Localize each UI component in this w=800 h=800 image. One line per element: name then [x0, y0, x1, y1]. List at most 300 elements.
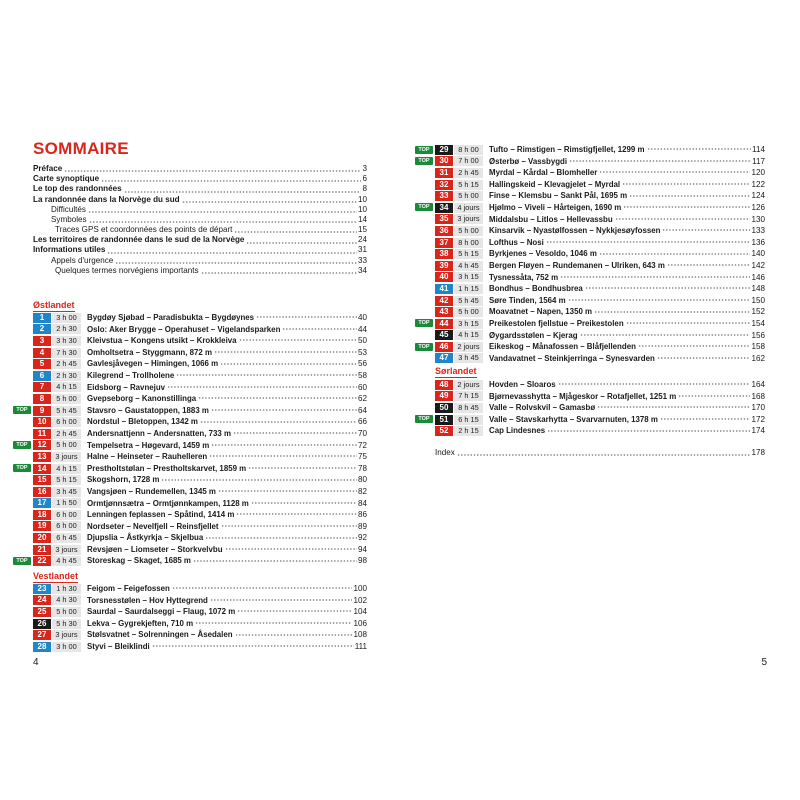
leader-dots	[221, 525, 357, 527]
hike-duration: 1 h 15	[454, 284, 483, 294]
region-heading-sorlandet: Sørlandet	[435, 366, 477, 376]
hike-page: 133	[751, 226, 765, 236]
top-badge: TOP	[13, 464, 31, 472]
hike-page: 82	[357, 486, 367, 496]
leader-dots	[657, 357, 751, 359]
leader-dots	[152, 645, 354, 647]
leader-dots	[214, 351, 357, 353]
hike-list-sorlandet	[418, 379, 765, 437]
hike-entry[interactable]	[435, 167, 765, 179]
hike-entry[interactable]	[33, 641, 367, 653]
hike-duration: 2 h 15	[454, 426, 483, 436]
hike-duration: 3 h 45	[52, 487, 81, 497]
hike-name: Saurdal – Saurdalseggi – Flaug, 1072 m	[87, 607, 236, 617]
hike-page: 56	[357, 359, 367, 369]
toc-entry-label: La randonnée dans la Norvège du sud	[33, 194, 180, 204]
leader-dots	[568, 299, 751, 301]
top-badge: TOP	[415, 415, 433, 423]
hike-duration: 6 h 00	[52, 510, 81, 520]
hike-name: Storeskag – Skaget, 1685 m	[87, 556, 191, 566]
hike-entry[interactable]	[16, 555, 367, 567]
hike-number-badge: 11	[33, 429, 51, 439]
leader-dots	[569, 160, 751, 162]
toc-entry[interactable]	[33, 256, 367, 266]
hike-entry[interactable]	[33, 416, 367, 428]
hike-name: Myrdal – Kårdal – Blomheller	[489, 168, 598, 178]
toc-entry[interactable]	[33, 164, 367, 174]
hike-entry[interactable]	[33, 382, 367, 394]
toc-entry-label: Index	[435, 447, 455, 457]
hike-number-badge: 25	[33, 607, 51, 617]
leader-dots	[629, 195, 750, 197]
hike-duration: 3 jours	[52, 545, 81, 555]
hike-duration: 5 h 45	[52, 406, 81, 416]
toc-entry[interactable]	[33, 215, 367, 225]
toc-entry-page: 15	[357, 225, 367, 235]
hike-number-badge: 37	[435, 238, 453, 248]
hike-number-badge: 26	[33, 619, 51, 629]
leader-dots	[560, 276, 750, 278]
hike-number-badge: 9	[33, 406, 51, 416]
hike-entry[interactable]	[435, 214, 765, 226]
hike-page: 72	[357, 440, 367, 450]
hike-page: 168	[751, 391, 765, 401]
hike-page: 80	[357, 475, 367, 485]
hike-name: Eikeskog – Månafossen – Blåfjellenden	[489, 342, 636, 352]
hike-name: Tempelsetra – Høgevard, 1459 m	[87, 440, 210, 450]
leader-dots	[580, 334, 751, 336]
hike-name: Torsnesstølen – Hov Hyttegrend	[87, 595, 208, 605]
hike-name: Hallingskeid – Klevagjelet – Myrdal	[489, 179, 621, 189]
hike-entry[interactable]	[435, 248, 765, 260]
hike-entry[interactable]	[435, 225, 765, 237]
top-badge: TOP	[13, 557, 31, 565]
leader-dots	[239, 339, 357, 341]
hike-number-badge: 43	[435, 307, 453, 317]
hike-name: Moavatnet – Napen, 1350 m	[489, 307, 593, 317]
hike-entry[interactable]	[418, 156, 765, 168]
leader-dots	[107, 252, 357, 254]
leader-dots	[623, 206, 750, 208]
toc-entry-page: 10	[357, 194, 367, 204]
hike-entry[interactable]	[33, 393, 367, 405]
hike-number-badge: 42	[435, 296, 453, 306]
hike-duration: 8 h 00	[454, 238, 483, 248]
hike-number-badge: 28	[33, 642, 51, 652]
hike-entry[interactable]	[33, 335, 367, 347]
leader-dots	[251, 502, 357, 504]
hike-entry[interactable]	[33, 474, 367, 486]
leader-dots	[246, 242, 357, 244]
leader-dots	[662, 229, 750, 231]
hike-duration: 4 h 15	[52, 464, 81, 474]
hike-name: Gavlesjåvegen – Himingen, 1066 m	[87, 359, 219, 369]
hike-entry[interactable]	[33, 358, 367, 370]
hike-entry[interactable]	[435, 237, 765, 249]
hike-number-badge: 21	[33, 545, 51, 555]
leader-dots	[210, 599, 353, 601]
leader-dots	[64, 170, 361, 172]
hike-number-badge: 51	[435, 415, 453, 425]
hike-number-badge: 49	[435, 391, 453, 401]
hike-entry[interactable]	[435, 295, 765, 307]
hike-entry[interactable]	[435, 391, 765, 403]
hike-duration: 4 h 30	[52, 595, 81, 605]
toc-entry-page: 34	[357, 265, 367, 275]
toc-entry-page: 6	[362, 174, 367, 184]
hike-page: 58	[357, 370, 367, 380]
leader-dots	[176, 374, 357, 376]
hike-duration: 7 h 00	[454, 156, 483, 166]
hike-name: Andersnattjenn – Andersnatten, 733 m	[87, 428, 231, 438]
hike-name: Middalsbu – Litlos – Hellevassbu	[489, 214, 613, 224]
hike-entry[interactable]	[435, 190, 765, 202]
hike-name: Ormtjønnsætra – Ormtjønnkampen, 1128 m	[87, 498, 249, 508]
hike-entry[interactable]	[435, 283, 765, 295]
hike-name: Prestholtstølan – Prestholtskarvet, 1859 m	[87, 463, 247, 473]
hike-entry[interactable]	[418, 414, 765, 426]
hike-entry[interactable]	[435, 425, 765, 437]
hike-duration: 4 h 45	[454, 261, 483, 271]
hike-duration: 4 jours	[454, 203, 483, 213]
top-badge: TOP	[13, 406, 31, 414]
hike-name: Bjørnevasshytta – Mjågeskor – Rotafjellet, 1251 m	[489, 391, 677, 401]
hike-duration: 2 jours	[454, 342, 483, 352]
hike-duration: 5 h 15	[52, 475, 81, 485]
hike-entry[interactable]	[418, 341, 765, 353]
hike-entry[interactable]	[33, 595, 367, 607]
hike-page: 94	[357, 544, 367, 554]
hike-duration: 3 jours	[52, 452, 81, 462]
hike-number-badge: 15	[33, 475, 51, 485]
hike-duration: 7 h 15	[454, 391, 483, 401]
toc-entry-page: 8	[362, 184, 367, 194]
hike-duration: 4 h 15	[52, 382, 81, 392]
hike-number-badge: 44	[435, 319, 453, 329]
leader-dots	[678, 395, 750, 397]
leader-dots	[115, 262, 357, 264]
hike-page: 92	[357, 533, 367, 543]
hike-page: 124	[751, 191, 765, 201]
hike-entry[interactable]	[33, 544, 367, 556]
leader-dots	[237, 610, 352, 612]
leader-dots	[209, 455, 357, 457]
hike-name: Tufto – Rimstigen – Rimstigfjellet, 1299 m	[489, 145, 645, 154]
toc-entry[interactable]	[33, 246, 367, 256]
hike-page: 136	[751, 237, 765, 247]
toc-entry[interactable]	[33, 266, 367, 276]
hike-entry[interactable]	[33, 509, 367, 521]
hike-entry[interactable]	[33, 486, 367, 498]
hike-entry[interactable]	[33, 428, 367, 440]
toc-entry-page: 31	[357, 245, 367, 255]
toc-entry[interactable]	[33, 174, 367, 184]
hike-name: Cap Lindesnes	[489, 426, 546, 436]
hike-name: Valle – Rolvskvil – Gamasbø	[489, 403, 596, 413]
hike-page: 70	[357, 428, 367, 438]
hike-entry[interactable]	[435, 353, 765, 365]
hike-number-badge: 19	[33, 521, 51, 531]
hike-duration: 2 h 30	[52, 371, 81, 381]
hike-name: Djupslia – Åstkyrkja – Skjelbua	[87, 533, 204, 543]
toc-entry[interactable]	[33, 205, 367, 215]
hike-page: 50	[357, 336, 367, 346]
hike-number-badge: 32	[435, 180, 453, 190]
hike-number-badge: 14	[33, 464, 51, 474]
right-page	[400, 0, 800, 800]
hike-entry[interactable]	[33, 606, 367, 618]
hike-name: Hjølmo – Viveli – Hårteigen, 1690 m	[489, 202, 622, 212]
top-badge: TOP	[415, 146, 433, 154]
hike-number-badge: 8	[33, 394, 51, 404]
hike-duration: 3 h 00	[52, 642, 81, 652]
toc-entry[interactable]	[33, 195, 367, 205]
toc-entry[interactable]	[33, 235, 367, 245]
hike-name: Lekva – Gygrekjeften, 710 m	[87, 618, 194, 628]
hike-list-vestlandet-cont	[418, 144, 765, 364]
hike-duration: 5 h 15	[454, 249, 483, 259]
hike-entry[interactable]	[33, 451, 367, 463]
hike-number-badge: 30	[435, 156, 453, 166]
hike-number-badge: 36	[435, 226, 453, 236]
hike-name: Oslo: Aker Brygge – Operahuset – Vigelandsparken	[87, 324, 281, 334]
hike-name: Feigom – Feigefossen	[87, 584, 170, 593]
hike-page: 53	[357, 347, 367, 357]
hike-name: Byrkjenes – Vesoldo, 1046 m	[489, 249, 597, 259]
top-badge: TOP	[415, 319, 433, 327]
hike-entry[interactable]	[435, 379, 765, 391]
toc-entry-label: Appels d'urgence	[51, 255, 114, 265]
top-badge: TOP	[415, 203, 433, 211]
hike-duration: 8 h 45	[454, 403, 483, 413]
hike-name: Styvi – Bleiklindi	[87, 641, 150, 651]
hike-page: 75	[357, 452, 367, 462]
leader-dots	[626, 322, 751, 324]
hike-number-badge: 12	[33, 440, 51, 450]
hike-entry[interactable]	[33, 324, 367, 336]
hike-number-badge: 24	[33, 595, 51, 605]
leader-dots	[282, 328, 357, 330]
hike-duration: 4 h 45	[52, 556, 81, 566]
hike-entry[interactable]	[33, 629, 367, 641]
leader-dots	[211, 409, 357, 411]
leader-dots	[667, 264, 751, 266]
hike-entry[interactable]	[33, 498, 367, 510]
leader-dots	[195, 622, 352, 624]
hike-entry[interactable]	[33, 532, 367, 544]
hike-page: 84	[357, 498, 367, 508]
toc-entry[interactable]	[33, 184, 367, 194]
leader-dots	[457, 454, 751, 456]
hike-entry[interactable]	[435, 179, 765, 191]
hike-page: 62	[357, 394, 367, 404]
hike-number-badge: 10	[33, 417, 51, 427]
toc-entry-label: Informations utiles	[33, 245, 106, 255]
leader-dots	[225, 548, 357, 550]
hike-number-badge: 39	[435, 261, 453, 271]
toc-entry-label: Les territoires de randonnée dans le sud de la Norvège	[33, 235, 245, 245]
leader-dots	[585, 287, 751, 289]
hike-duration: 1 h 30	[52, 584, 81, 594]
hike-number-badge: 35	[435, 214, 453, 224]
leader-dots	[558, 383, 751, 385]
hike-name: Tysnessåta, 752 m	[489, 272, 559, 282]
hike-name: Valle – Stavskarhytta – Svarvarnuten, 1378 m	[489, 414, 658, 424]
hike-duration: 7 h 30	[52, 348, 81, 358]
hike-page: 154	[751, 318, 765, 328]
hike-duration: 5 h 00	[52, 394, 81, 404]
page-number-right: 5	[761, 657, 767, 668]
leader-dots	[615, 218, 751, 220]
hike-entry[interactable]	[435, 402, 765, 414]
hike-list-vestlandet	[33, 583, 367, 653]
hike-name: Kinsarvik – Nyastølfossen – Nykkjesøyfossen	[489, 226, 661, 236]
hike-number-badge: 50	[435, 403, 453, 413]
hike-entry[interactable]	[435, 260, 765, 272]
hike-page: 40	[357, 313, 367, 322]
hike-page: 142	[751, 260, 765, 270]
leader-dots	[660, 418, 751, 420]
hike-name: Vandavatnet – Steinkjerringa – Synesvarden	[489, 353, 655, 363]
hike-name: Skogshorn, 1728 m	[87, 475, 160, 485]
hike-number-badge: 23	[33, 584, 51, 594]
hike-number-badge: 47	[435, 353, 453, 363]
toc-entry[interactable]	[33, 225, 367, 235]
toc-entry-index[interactable]	[435, 448, 765, 458]
hike-entry[interactable]	[418, 318, 765, 330]
leader-dots	[233, 432, 357, 434]
toc-entry-page: 24	[357, 235, 367, 245]
hike-duration: 6 h 15	[454, 415, 483, 425]
hike-page: 114	[752, 145, 765, 154]
page-number-left: 4	[33, 657, 39, 668]
leader-dots	[124, 191, 362, 193]
hike-name: Vangsjøen – Rundemellen, 1345 m	[87, 486, 216, 496]
leader-dots	[236, 513, 357, 515]
hike-name: Bygdøy Sjøbad – Paradisbukta – Bygdøynes	[87, 313, 255, 322]
hike-entry[interactable]	[16, 463, 367, 475]
leader-dots	[205, 537, 357, 539]
hike-duration: 2 h 45	[52, 429, 81, 439]
hike-number-badge: 34	[435, 203, 453, 213]
hike-duration: 5 h 00	[454, 191, 483, 201]
leader-dots	[638, 345, 751, 347]
hike-page: 162	[751, 353, 765, 363]
hike-page: 148	[751, 284, 765, 294]
hike-entry[interactable]	[33, 347, 367, 359]
hike-page: 126	[751, 202, 765, 212]
hike-duration: 5 h 00	[52, 440, 81, 450]
hike-page: 89	[357, 521, 367, 531]
hike-page: 130	[751, 214, 765, 224]
hike-duration: 5 h 45	[454, 296, 483, 306]
hike-duration: 2 h 45	[454, 168, 483, 178]
toc-entry-label: Le top des randonnées	[33, 184, 122, 194]
leader-dots	[599, 171, 750, 173]
hike-number-badge: 3	[33, 336, 51, 346]
hike-duration: 5 h 00	[52, 607, 81, 617]
toc-entry-label: Symboles	[51, 214, 87, 224]
hike-number-badge: 40	[435, 272, 453, 282]
hike-name: Halne – Heinseter – Rauhelleren	[87, 452, 208, 462]
hike-name: Nordseter – Nevelfjell – Reinsfjellet	[87, 521, 219, 531]
hike-name: Stavsro – Gaustatoppen, 1883 m	[87, 405, 209, 415]
hike-duration: 3 jours	[52, 630, 81, 640]
top-badge: TOP	[415, 343, 433, 351]
hike-page: 86	[357, 510, 367, 520]
hike-number-badge: 7	[33, 382, 51, 392]
hike-entry[interactable]	[33, 618, 367, 630]
hike-number-badge: 45	[435, 330, 453, 340]
hike-page: 117	[752, 156, 765, 166]
hike-name: Preikestolen fjellstue – Preikestolen	[489, 318, 624, 328]
leader-dots	[161, 479, 357, 481]
leader-dots	[248, 467, 357, 469]
leader-dots	[235, 634, 353, 636]
hike-entry[interactable]	[33, 583, 367, 595]
hike-page: 100	[353, 584, 367, 593]
leader-dots	[218, 490, 357, 492]
hike-entry[interactable]	[16, 440, 367, 452]
leader-dots	[88, 211, 357, 213]
hike-entry[interactable]	[33, 521, 367, 533]
leader-dots	[172, 587, 353, 589]
hike-entry[interactable]	[33, 370, 367, 382]
hike-name: Omholtsetra – Styggmann, 872 m	[87, 347, 212, 357]
leader-dots	[211, 444, 357, 446]
leader-dots	[546, 241, 751, 243]
hike-duration: 1 h 50	[52, 498, 81, 508]
hike-page: 60	[357, 382, 367, 392]
hike-duration: 5 h 00	[454, 307, 483, 317]
hike-page: 78	[357, 463, 367, 473]
hike-duration: 3 h 30	[52, 336, 81, 346]
hike-entry[interactable]	[16, 405, 367, 417]
toc-entry-page: 33	[357, 255, 367, 265]
hike-duration: 5 h 15	[454, 180, 483, 190]
hike-duration: 8 h 00	[454, 145, 483, 155]
hike-name: Lofthus – Nosi	[489, 237, 544, 247]
hike-entry[interactable]	[435, 272, 765, 284]
hike-page: 104	[353, 607, 367, 617]
toc-entry-label: Difficultés	[51, 204, 86, 214]
hike-entry[interactable]	[33, 312, 367, 324]
hike-name: Stølsvatnet – Solrenningen – Åsedalen	[87, 630, 233, 640]
toc-entry-label: Traces GPS et coordonnées des points de départ	[55, 225, 233, 235]
hike-page: 174	[751, 426, 765, 436]
hike-duration: 2 h 45	[52, 359, 81, 369]
hike-number-badge: 2	[33, 324, 51, 334]
hike-entry[interactable]	[418, 144, 765, 156]
hike-entry[interactable]	[418, 202, 765, 214]
hike-list-ostlandet	[16, 312, 367, 567]
hike-name: Gvepseborg – Kanonstillinga	[87, 394, 197, 404]
leader-dots	[167, 386, 357, 388]
hike-duration: 3 jours	[454, 214, 483, 224]
hike-entry[interactable]	[435, 306, 765, 318]
hike-page: 102	[353, 595, 367, 605]
hike-number-badge: 13	[33, 452, 51, 462]
hike-page: 158	[751, 342, 765, 352]
toc-entry-label: Préface	[33, 163, 63, 173]
leader-dots	[193, 560, 357, 562]
hike-page: 172	[751, 414, 765, 424]
hike-duration: 3 h 00	[52, 313, 81, 323]
hike-entry[interactable]	[435, 330, 765, 342]
leader-dots	[101, 180, 361, 182]
leader-dots	[547, 430, 750, 432]
hike-name: Bondhus – Bondhusbrea	[489, 284, 583, 294]
